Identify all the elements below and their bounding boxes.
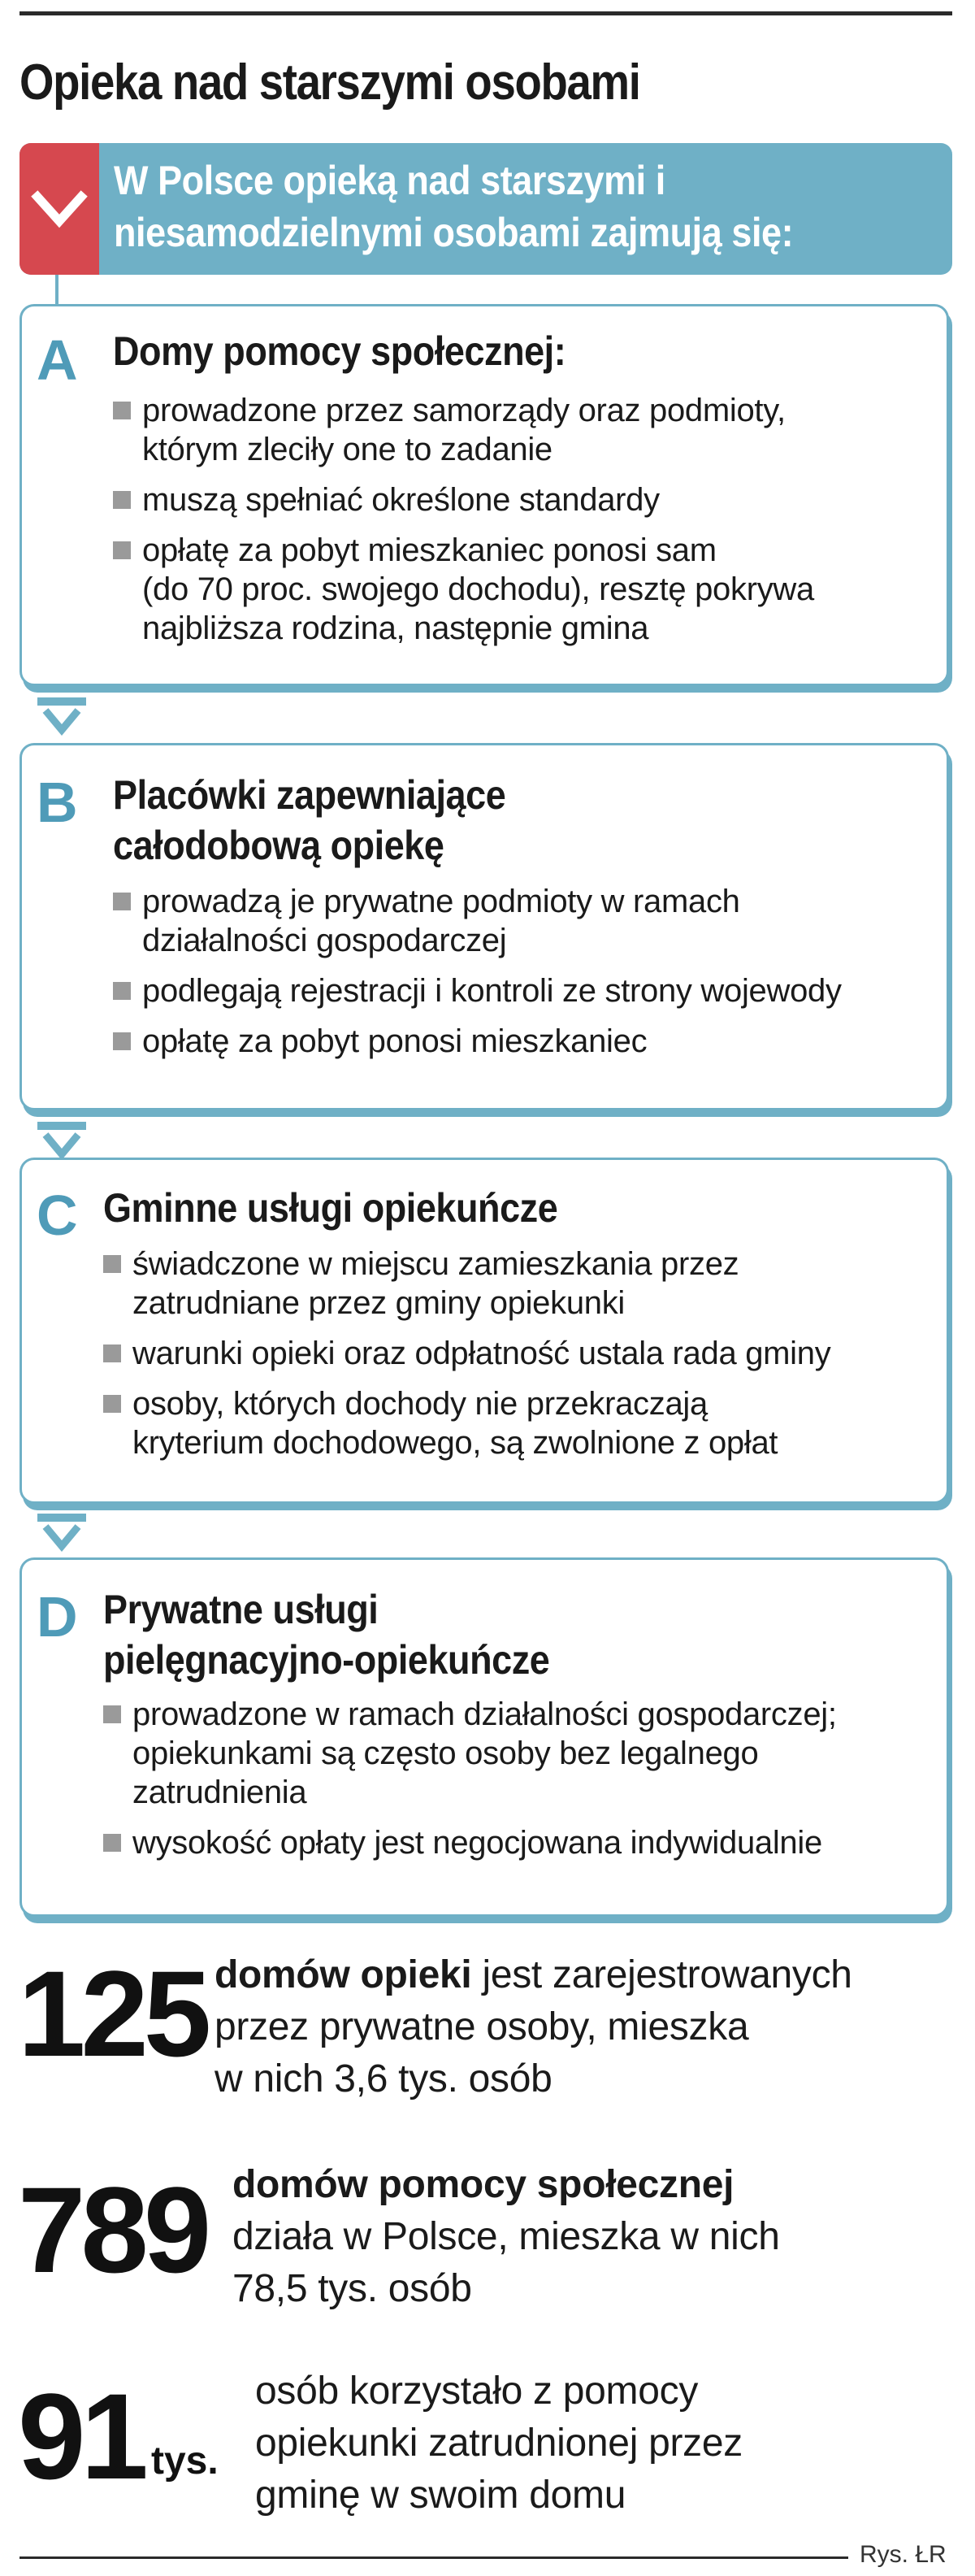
card-letter: C xyxy=(37,1184,78,1247)
card-title-line: całodobową opiekę xyxy=(113,823,444,868)
arrow-down-icon xyxy=(37,1514,86,1559)
bottom-rule xyxy=(20,2556,848,2559)
top-rule xyxy=(20,11,952,15)
bullet-line: opiekunkami są często osoby bez legalnego xyxy=(132,1735,759,1771)
square-bullet-icon xyxy=(103,1705,121,1723)
card-title xyxy=(113,326,566,376)
bullet-line: osoby, których dochody nie przekraczają xyxy=(132,1386,708,1422)
card-d xyxy=(20,1557,949,1917)
bullet-line: wysokość opłaty jest negocjowana indywidualnie xyxy=(132,1825,822,1861)
stat-unit: tys. xyxy=(151,2439,219,2483)
card-letter: B xyxy=(37,771,78,834)
bullet-line: świadczone w miejscu zamieszkania przez xyxy=(132,1246,739,1282)
bullet-line: warunki opieki oraz odpłatność ustala rada gminy xyxy=(132,1336,831,1371)
bullet-line: podlegają rejestracji i kontroli ze strony wojewody xyxy=(142,973,842,1009)
card-b xyxy=(20,743,949,1110)
stat-line: opiekunki zatrudnionej przez xyxy=(255,2422,743,2465)
stat-line: przez prywatne osoby, mieszka xyxy=(214,2005,749,2048)
bullet-item xyxy=(103,1823,940,1862)
bullet-line: opłatę za pobyt ponosi mieszkaniec xyxy=(142,1023,648,1059)
bullet-item xyxy=(113,480,934,519)
stat-bold-text: domów opieki xyxy=(214,1953,472,1996)
card-title-line: pielęgnacyjno-opiekuńcze xyxy=(103,1637,550,1683)
banner-icon-box xyxy=(20,143,99,275)
bullet-item xyxy=(103,1384,932,1462)
square-bullet-icon xyxy=(113,982,131,1000)
square-bullet-icon xyxy=(113,541,131,559)
stat-line: gminę w swoim domu xyxy=(255,2474,626,2517)
stat-text xyxy=(255,2365,954,2522)
card-title xyxy=(103,1584,549,1685)
bullet-line: muszą spełniać określone standardy xyxy=(142,482,660,518)
bullet-item xyxy=(113,391,934,469)
bullet-item xyxy=(103,1334,932,1373)
stat-line: w nich 3,6 tys. osób xyxy=(214,2057,552,2100)
square-bullet-icon xyxy=(103,1344,121,1362)
credit-text: Rys. ŁR xyxy=(860,2541,947,2568)
stat-line: działa w Polsce, mieszka w nich xyxy=(232,2215,780,2258)
stat-number: 125 xyxy=(18,1945,207,2082)
bullet-line: którym zleciły one to zadanie xyxy=(142,432,552,467)
card-title-line: Placówki zapewniające xyxy=(113,772,506,818)
bullet-list xyxy=(113,391,934,659)
bullet-item xyxy=(103,1695,940,1812)
stat-number: 91 xyxy=(18,2368,144,2504)
banner-text: W Polsce opieką nad starszymi i niesamodzielnymi osobami zajmują się: xyxy=(114,158,794,255)
bullet-list xyxy=(103,1695,940,1874)
arrow-down-icon xyxy=(37,697,86,743)
bullet-line: opłatę za pobyt mieszkaniec ponosi sam xyxy=(142,532,717,568)
bullet-item xyxy=(113,971,934,1010)
stat-text xyxy=(214,1949,962,2105)
chevron-down-icon xyxy=(31,180,88,237)
card-title-line: Prywatne usługi xyxy=(103,1587,379,1632)
card-a xyxy=(20,304,949,686)
stat-line: jest zarejestrowanych xyxy=(471,1953,852,1996)
stat-line: 78,5 tys. osób xyxy=(232,2267,472,2310)
bullet-line: prowadzą je prywatne podmioty w ramach xyxy=(142,884,740,919)
square-bullet-icon xyxy=(113,1032,131,1050)
card-title-line: Gminne usługi opiekuńcze xyxy=(103,1185,558,1231)
bullet-list xyxy=(103,1245,932,1474)
square-bullet-icon xyxy=(113,491,131,509)
bullet-line: prowadzone w ramach działalności gospodarczej; xyxy=(132,1696,837,1732)
card-title xyxy=(113,770,505,871)
card-letter: D xyxy=(37,1585,78,1649)
bullet-item xyxy=(113,882,934,960)
page-title: Opieka nad starszymi osobami xyxy=(20,54,640,111)
bullet-line: (do 70 proc. swojego dochodu), resztę pokrywa xyxy=(142,571,814,607)
bullet-line: prowadzone przez samorządy oraz podmioty, xyxy=(142,393,786,428)
square-bullet-icon xyxy=(103,1834,121,1852)
bullet-line: najbliższa rodzina, następnie gmina xyxy=(142,610,649,646)
bullet-line: zatrudnienia xyxy=(132,1775,307,1810)
stat-line: osób korzystało z pomocy xyxy=(255,2370,699,2413)
connector-line xyxy=(55,275,58,306)
card-letter: A xyxy=(37,328,78,392)
card-title-line: Domy pomocy społecznej: xyxy=(113,328,566,374)
square-bullet-icon xyxy=(103,1395,121,1413)
bullet-item xyxy=(103,1245,932,1323)
bullet-line: działalności gospodarczej xyxy=(142,923,507,958)
square-bullet-icon xyxy=(113,402,131,419)
card-title xyxy=(103,1183,557,1233)
stat-bold-text: domów pomocy społecznej xyxy=(232,2163,734,2206)
square-bullet-icon xyxy=(103,1255,121,1273)
card-c xyxy=(20,1158,949,1504)
bullet-item xyxy=(113,531,934,648)
bullet-line: zatrudniane przez gminy opiekunki xyxy=(132,1285,625,1321)
bullet-list xyxy=(113,882,934,1072)
square-bullet-icon xyxy=(113,893,131,910)
stat-number: 789 xyxy=(18,2161,207,2298)
bullet-line: kryterium dochodowego, są zwolnione z opłat xyxy=(132,1425,778,1461)
bullet-item xyxy=(113,1022,934,1061)
stat-text xyxy=(232,2159,964,2315)
